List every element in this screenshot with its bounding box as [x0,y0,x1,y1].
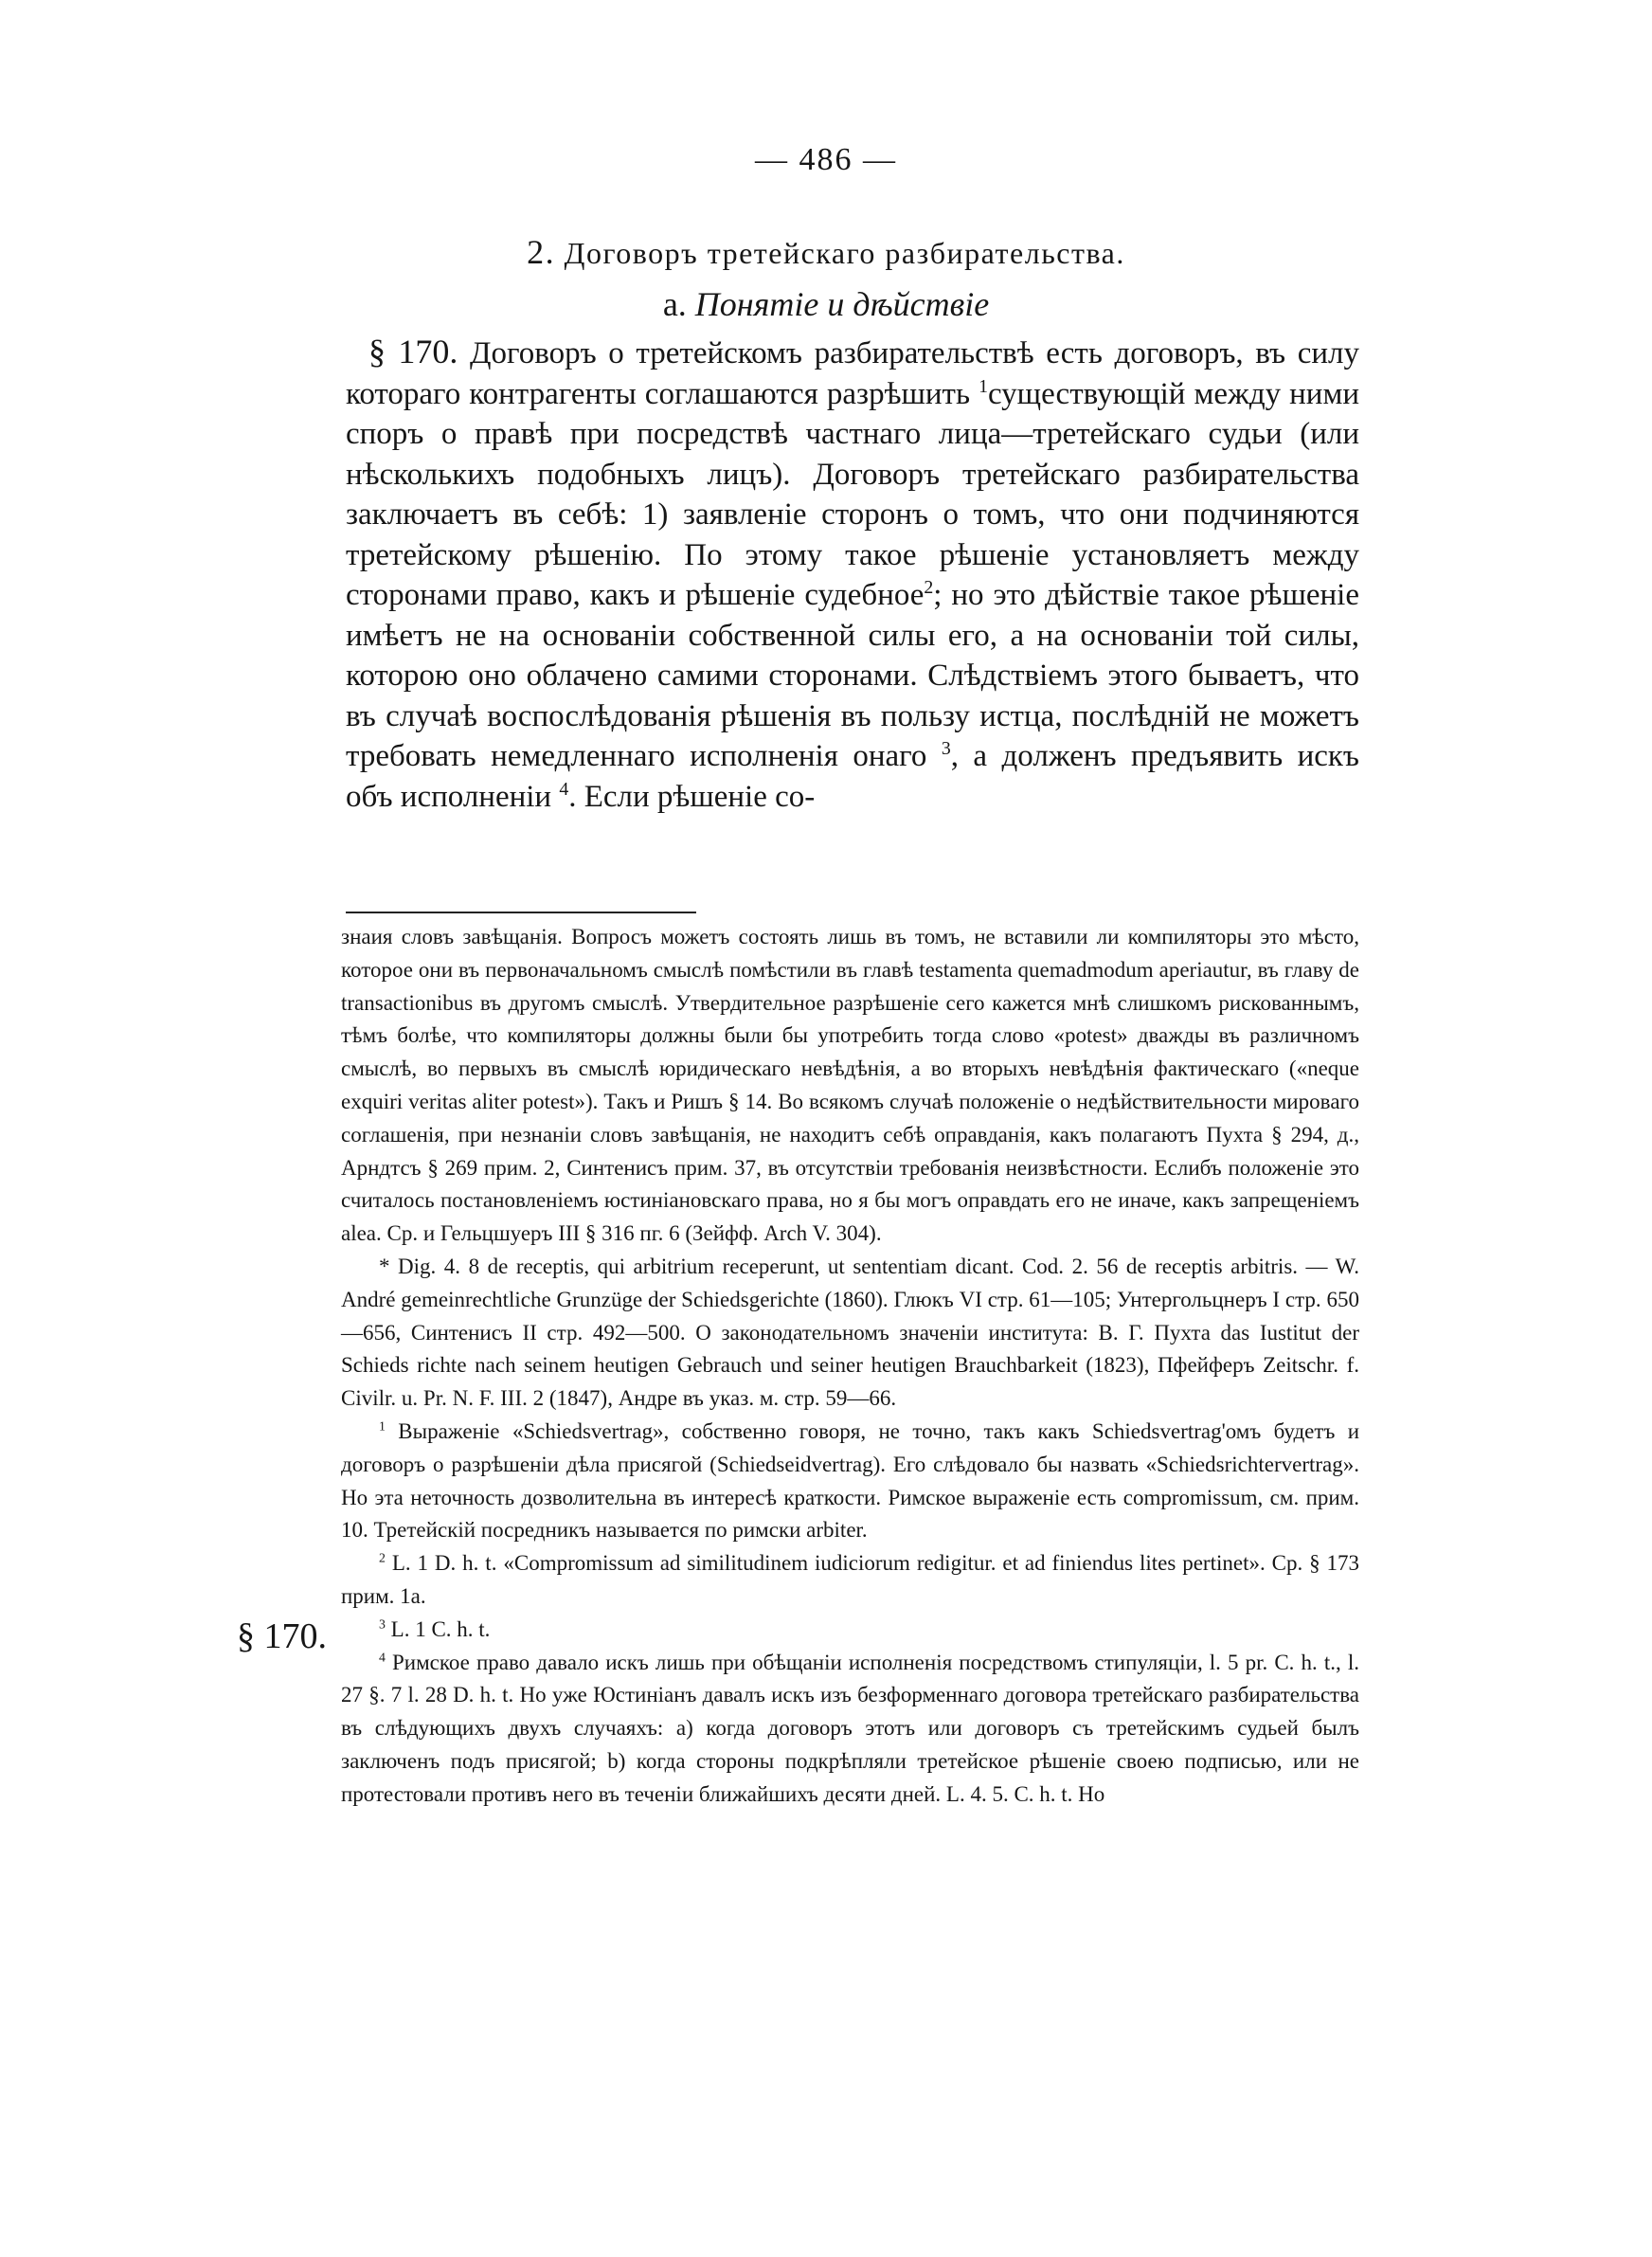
main-text-part: существующій между ними споръ о правѣ при посредствѣ частнаго лица—третейскаго судьи (или нѣсколькихъ подобныхъ лицъ). Договоръ третейскаго разбирательства заключаетъ въ себѣ: 1) заявленіе сторонъ о томъ, что они подчиняются третейскому рѣшенію. По этому такое рѣшеніе установляетъ между сторонами право, какъ и рѣшеніе судебное [346,376,1359,612]
footnote-continuation: знаия словъ завѣщанія. Вопросъ можетъ состоять лишь въ томъ, не вставили ли компиляторы это мѣсто, которое они въ первоначальномъ смыслѣ помѣстили въ главѣ testamenta quemadmodum aperiautur, въ главу de transactionibus въ другомъ смыслѣ. Утвердительное разрѣшеніе сего кажется мнѣ слишкомъ рискованнымъ, тѣмъ болѣе, что компиляторы должны были бы употребить тогда слово «potest» дважды въ различномъ смыслѣ, во первыхъ въ смыслѣ юридическаго невѣдѣнія, а во вторыхъ невѣдѣнія фактическаго («neque exquiri veritas aliter potest»). Такъ и Ришъ § 14. Во всякомъ случаѣ положеніе о недѣйствительности мировaго соглашенія, при незнаніи словъ завѣщанія, не находитъ себѣ оправданія, какъ полагаютъ Пухта § 294, д., Арндтсъ § 269 прим. 2, Синтенисъ прим. 37, въ отсутствіи требованія неизвѣстности. Еслибъ положеніе это считалось постановленіемъ юстиніановскаго права, но я бы могъ оправдать его не иначе, какъ запрещеніемъ alea. Ср. и Гельцшуеръ III § 316 пг. 6 (Зейфф. Arch V. 304). [341,925,1359,1246]
subsection-letter: a. [662,285,687,323]
paragraph-mark: § 170. [368,333,458,370]
footnote-marker: 1 [379,1418,386,1434]
main-paragraph [346,332,1359,817]
main-text-part: Договоръ о третейскомъ разбирательствѣ есть договоръ, въ силу котораго контрагенты соглашаются разрѣшить [346,336,1360,411]
footnote-4 [341,1647,1359,1812]
footnote-1 [341,1416,1359,1547]
section-title [0,232,1652,272]
footnote-ref: 2 [924,577,934,598]
footnote-3 [341,1614,1359,1647]
footnote-marker: 4 [379,1649,386,1664]
footnote-text: L. 1 C. h. t. [390,1616,491,1641]
footnote-text: L. 1 D. h. t. «Compromissum ad similitudinem iudiciorum redigitur. et ad finiendus lites pertinet». Ср. § 173 прим. 1a. [341,1551,1360,1608]
footnotes [341,921,1359,1812]
section-number: 2. [527,233,556,271]
main-text-part: ; но это дѣйствіе такое рѣшеніе имѣетъ не на основаніи собственной силы его, а на основаніи той силы, которою оно облачено самими сторонами. Слѣдствіемъ этого бываетъ, что въ случаѣ воспослѣдованія рѣшенія въ пользу истца, послѣдній не можетъ требовать немедленнаго исполненія онаго [346,578,1359,773]
section-title-text: Договоръ третейскаго разбирательства. [564,236,1125,270]
footnote-ref: 4 [559,778,569,800]
footnote-marker: * [379,1254,390,1278]
footnote-marker: 2 [379,1550,386,1565]
footnote-ref: 1 [979,375,988,397]
subsection-title-text: Понятіе и дѣйствіе [694,285,990,323]
footnote-text: Римское право давало искъ лишь при обѣщаніи исполненія посредствомъ стипуляціи, l. 5 pr. C. h. t., l. 27 §. 7 l. 28 D. h. t. Но уже Юстиніанъ давалъ искъ изъ безформеннаго договора третейскаго разбирательства въ слѣдующихъ двухъ случаяхъ: а) когда договоръ этотъ или договоръ съ третейскимъ судьей былъ заключенъ подъ присягой; b) когда стороны подкрѣпляли третейское рѣшеніе своею подписью, или не протестовали противъ него въ теченіи ближайшихъ десяти дней. L. 4. 5. C. h. t. Но [341,1650,1359,1806]
footnote-star [341,1251,1359,1416]
footnote-2 [341,1547,1359,1614]
footnote-text: Dig. 4. 8 de receptis, qui arbitrium receperunt, ut sententiam dicant. Cod. 2. 56 de receptis arbitris. — W. André gemeinrechtliche Grunzüge der Schiedsgerichte (1860). Глюкъ VI стр. 61—105; Унтергольцнеръ I стр. 650—656, Синтенисъ II стр. 492—500. О законодательномъ значеніи института: В. Г. Пухта das Iustitut der Schieds richte nach seinem heutigen Gebrauch und seiner heutigen Brauchbarkeit (1823), Пфейферъ Zeitschr. f. Civilr. u. Pr. N. F. III. 2 (1847), Андре въ указ. м. стр. 59—66. [341,1254,1359,1411]
subsection-title [0,284,1652,324]
footnote-ref: 3 [941,738,951,759]
footnote-marker: 3 [379,1616,386,1632]
margin-section-mark: § 170. [237,1616,327,1656]
footnote-divider [346,912,696,913]
main-text-part: , а долженъ предъявить искъ объ исполненіи [346,739,1359,814]
footnote-text: Выраженіе «Schiedsvertrag», собственно говоря, не точно, такъ какъ Schiedsvertrag'омъ будетъ и договоръ о разрѣшеніи дѣла присягой (Schiedseidvertrag). Его слѣдовало бы назвать «Schiedsrichtervertrag». Но эта неточность дозволительна въ интересѣ краткости. Римское выраженіе есть compromissum, см. прим. 10. Третейскій посредникъ называется по римски arbiter. [341,1418,1360,1543]
page-number: — 486 — [755,142,897,177]
main-text-part: . Если рѣшеніе со- [568,779,816,814]
